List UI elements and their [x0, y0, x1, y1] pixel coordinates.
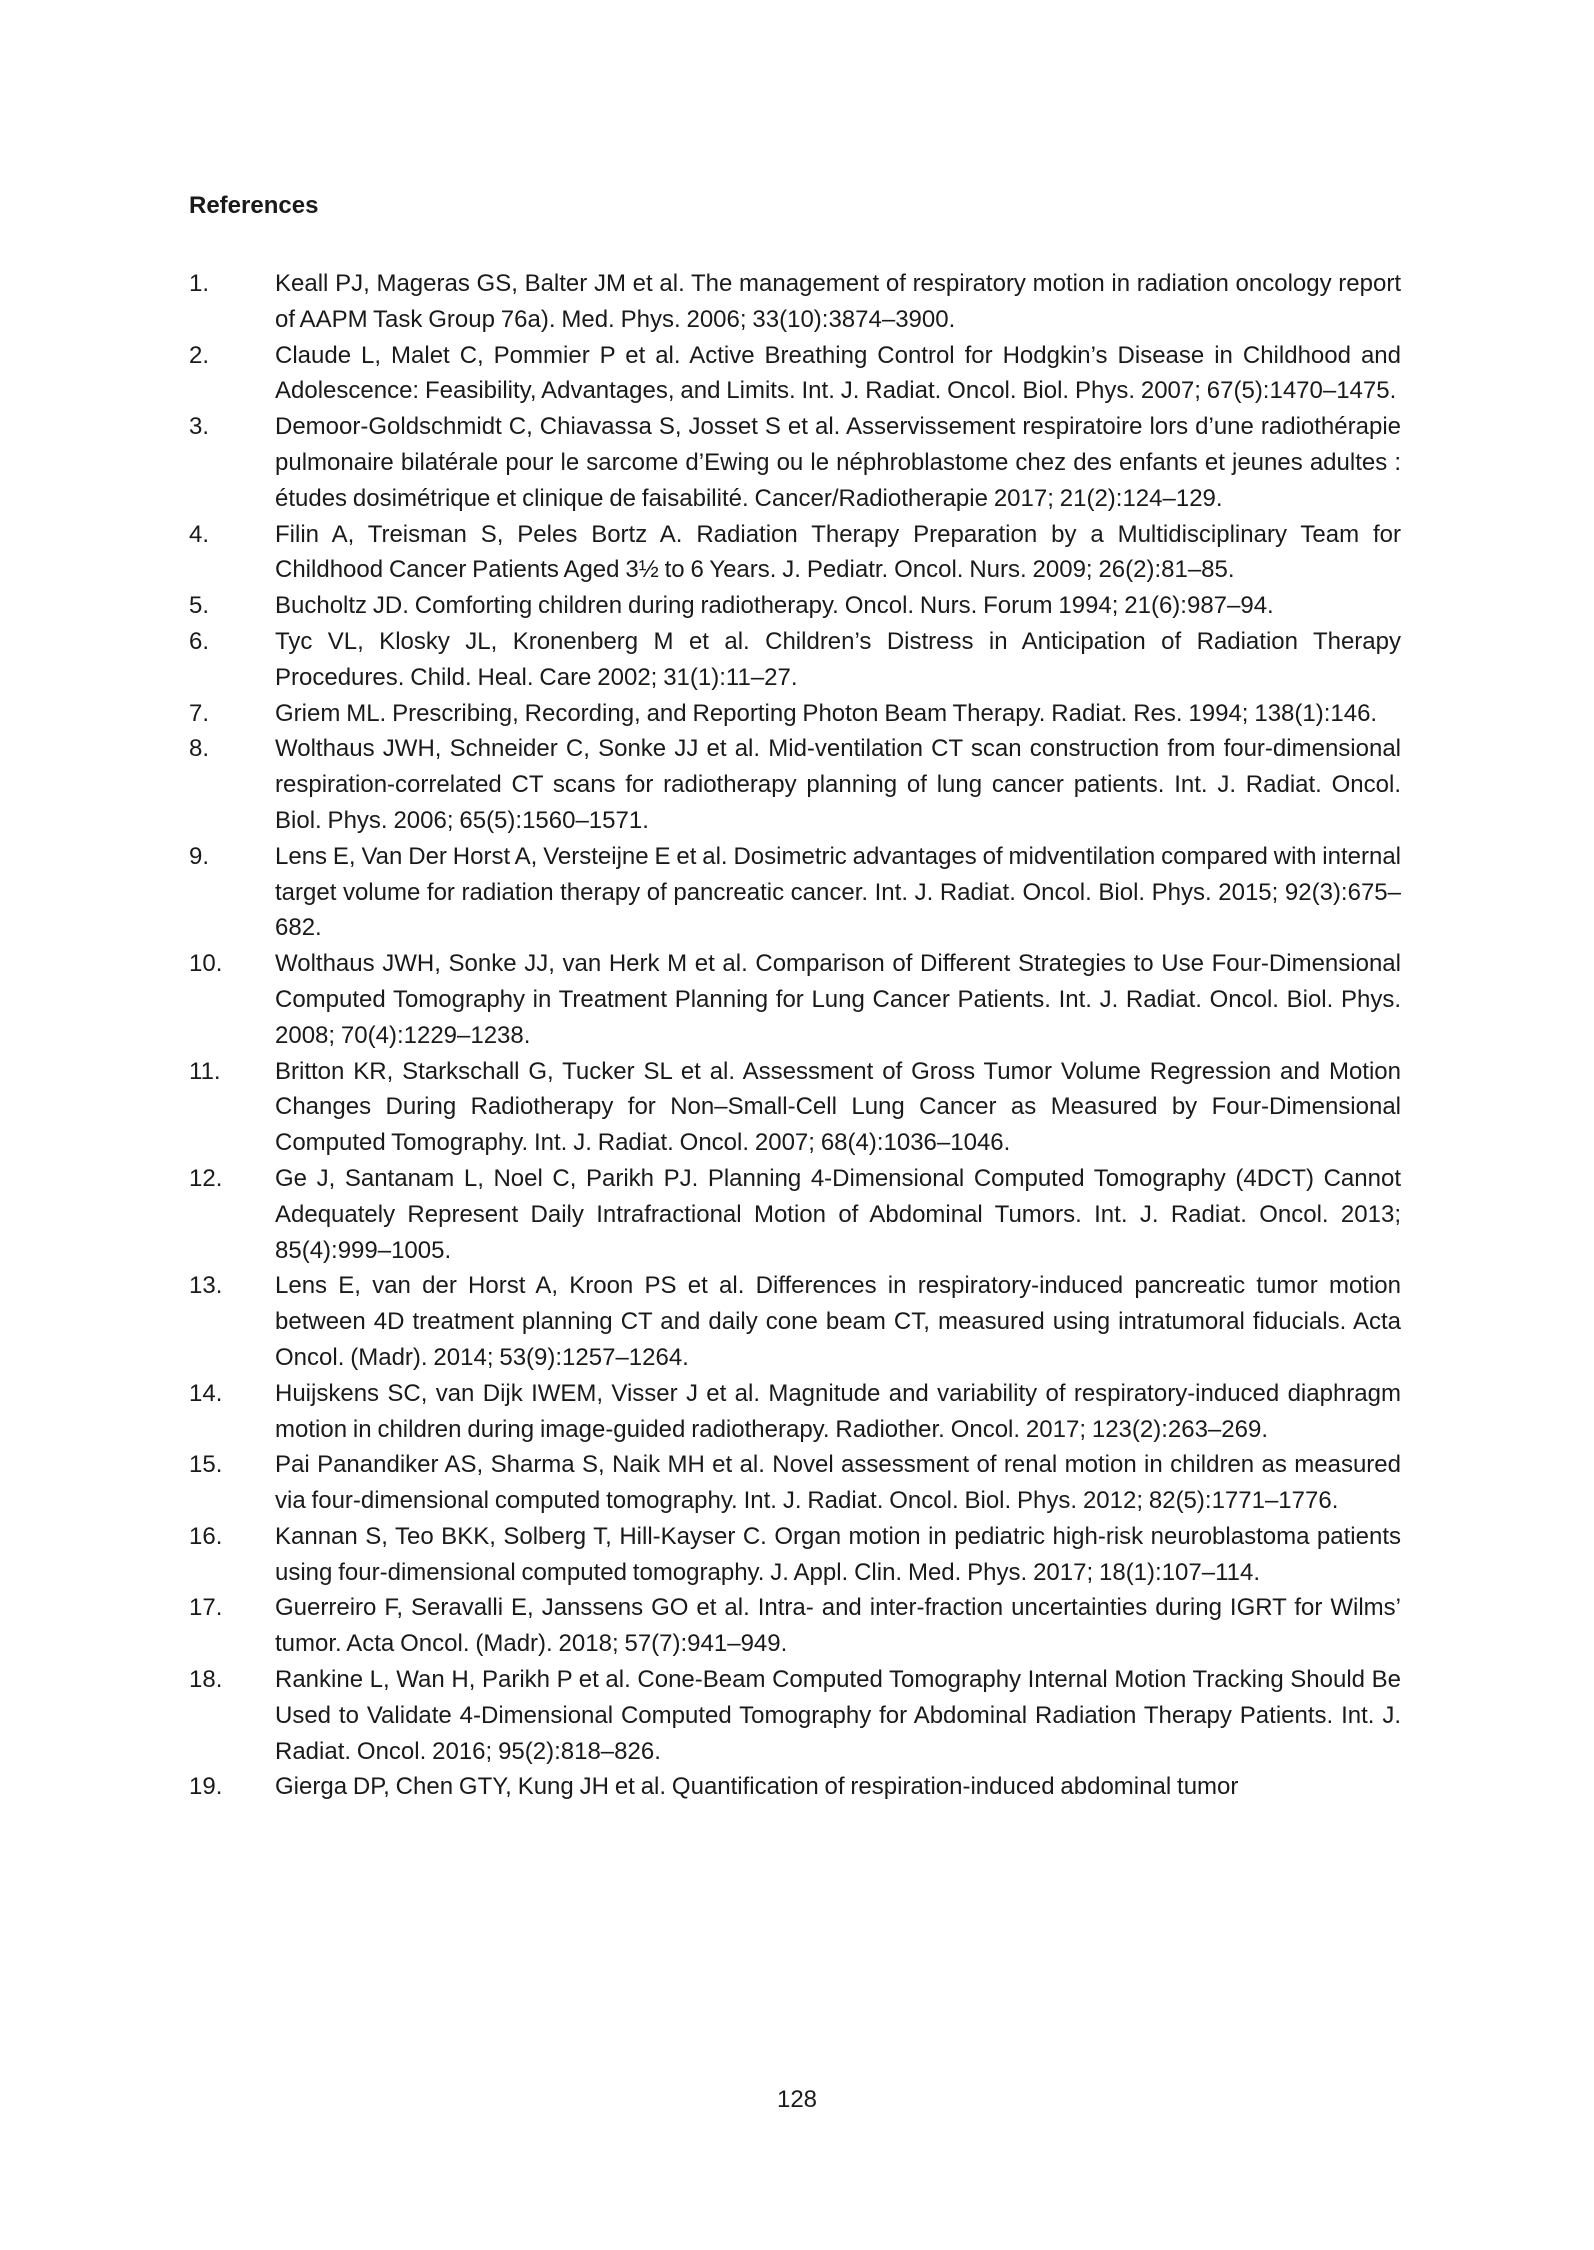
reference-text: Bucholtz JD. Comforting children during radiotherapy. Oncol. Nurs. Forum 1994; 21(6):987–94. — [275, 592, 1274, 620]
reference-number: 7. — [189, 699, 210, 727]
reference-item — [189, 588, 1401, 624]
reference-number: 16. — [189, 1522, 223, 1550]
reference-text: Demoor-Goldschmidt C, Chiavassa S, Josset S et al. Asservissement respiratoire lors d’une radiothérapie pulmonaire bilatérale pour le sarcome d’Ewing ou le néphroblastome chez des enfants et jeunes adultes : études dosimétrique et clinique de faisabilité. Cancer/Radiotherapie 2017; 21(2):124–129. — [275, 413, 1401, 512]
reference-number: 6. — [189, 627, 210, 655]
reference-item — [189, 946, 1401, 1053]
reference-text: Rankine L, Wan H, Parikh P et al. Cone-Beam Computed Tomography Internal Motion Tracking Should Be Used to Validate 4-Dimensional Computed Tomography for Abdominal Radiation Therapy Patients. Int. J. Radiat. Oncol. 2016; 95(2):818–826. — [275, 1666, 1401, 1765]
reference-item — [189, 338, 1401, 410]
reference-text: Filin A, Treisman S, Peles Bortz A. Radiation Therapy Preparation by a Multidisciplinary Team for Childhood Cancer Patients Aged 3½ to 6 Years. J. Pediatr. Oncol. Nurs. 2009; 26(2):81–85. — [275, 520, 1401, 584]
reference-text: Huijskens SC, van Dijk IWEM, Visser J et al. Magnitude and variability of respiratory-induced diaphragm motion in children during image-guided radiotherapy. Radiother. Oncol. 2017; 123(2):263–269. — [275, 1379, 1401, 1443]
reference-text: Britton KR, Starkschall G, Tucker SL et al. Assessment of Gross Tumor Volume Regression and Motion Changes During Radiotherapy for Non–Small-Cell Lung Cancer as Measured by Four-Dimensional Computed Tomography. Int. J. Radiat. Oncol. 2007; 68(4):1036–1046. — [275, 1057, 1401, 1157]
reference-text: Wolthaus JWH, Schneider C, Sonke JJ et al. Mid-ventilation CT scan construction from four-dimensional respiration-correlated CT scans for radiotherapy planning of lung cancer patients. Int. J. Radiat. Oncol. Biol. Phys. 2006; 65(5):1560–1571. — [275, 735, 1401, 834]
reference-number: 18. — [189, 1666, 223, 1694]
reference-number: 5. — [189, 592, 210, 620]
reference-text: Pai Panandiker AS, Sharma S, Naik MH et al. Novel assessment of renal motion in children as measured via four-dimensional computed tomography. Int. J. Radiat. Oncol. Biol. Phys. 2012; 82(5):1771–1776. — [275, 1451, 1401, 1515]
reference-item — [189, 1519, 1401, 1591]
reference-number: 12. — [189, 1164, 223, 1192]
reference-item — [189, 1268, 1401, 1375]
reference-item — [189, 1769, 1401, 1805]
reference-number: 1. — [189, 270, 210, 297]
reference-item — [189, 1447, 1401, 1519]
reference-item — [189, 517, 1401, 589]
reference-number: 11. — [189, 1057, 221, 1085]
reference-item — [189, 266, 1401, 338]
reference-item — [189, 731, 1401, 838]
reference-text: Tyc VL, Klosky JL, Kronenberg M et al. Children’s Distress in Anticipation of Radiation Therapy Procedures. Child. Heal. Care 2002; 31(1):11–27. — [275, 627, 1401, 691]
reference-text: Wolthaus JWH, Sonke JJ, van Herk M et al. Comparison of Different Strategies to Use Four-Dimensional Computed Tomography in Treatment Planning for Lung Cancer Patients. Int. J. Radiat. Oncol. Biol. Phys. 2008; 70(4):1229–1238. — [275, 950, 1401, 1049]
reference-item — [189, 409, 1401, 516]
reference-text: Ge J, Santanam L, Noel C, Parikh PJ. Planning 4-Dimensional Computed Tomography (4DCT) Cannot Adequately Represent Daily Intrafractional Motion of Abdominal Tumors. Int. J. Radiat. Oncol. 2013; 85(4):999–1005. — [275, 1164, 1401, 1264]
reference-text: Claude L, Malet C, Pommier P et al. Active Breathing Control for Hodgkin’s Disease in Childhood and Adolescence: Feasibility, Advantages, and Limits. Int. J. Radiat. Oncol. Biol. Phys. 2007; 67(5):1470–1475. — [275, 341, 1401, 405]
reference-item — [189, 1161, 1401, 1268]
reference-item — [189, 1662, 1401, 1769]
reference-item — [189, 1376, 1401, 1448]
reference-number: 13. — [189, 1272, 223, 1300]
reference-item — [189, 1054, 1401, 1161]
reference-number: 14. — [189, 1379, 223, 1407]
reference-number: 9. — [189, 842, 210, 870]
reference-text: Keall PJ, Mageras GS, Balter JM et al. The management of respiratory motion in radiation oncology report of AAPM Task Group 76a). Med. Phys. 2006; 33(10):3874–3900. — [275, 270, 1401, 333]
reference-item — [189, 624, 1401, 696]
reference-number: 3. — [189, 413, 210, 441]
reference-list — [189, 266, 1401, 1805]
reference-number: 15. — [189, 1451, 223, 1479]
reference-text: Lens E, van der Horst A, Kroon PS et al. Differences in respiratory-induced pancreatic tumor motion between 4D treatment planning CT and daily cone beam CT, measured using intratumoral fiducials. Acta Oncol. (Madr). 2014; 53(9):1257–1264. — [275, 1272, 1401, 1371]
reference-item — [189, 839, 1401, 946]
reference-text: Lens E, Van Der Horst A, Versteijne E et al. Dosimetric advantages of midventilation compared with internal target volume for radiation therapy of pancreatic cancer. Int. J. Radiat. Oncol. Biol. Phys. 2015; 92(3):675–682. — [275, 842, 1401, 942]
reference-text: Guerreiro F, Seravalli E, Janssens GO et al. Intra- and inter-fraction uncertainties during IGRT for Wilms’ tumor. Acta Oncol. (Madr). 2018; 57(7):941–949. — [275, 1594, 1401, 1658]
page-number: 128 — [776, 2086, 818, 2113]
reference-number: 2. — [189, 341, 210, 369]
reference-item — [189, 696, 1401, 732]
reference-number: 10. — [189, 950, 223, 978]
reference-text: Kannan S, Teo BKK, Solberg T, Hill-Kayser C. Organ motion in pediatric high-risk neuroblastoma patients using four-dimensional computed tomography. J. Appl. Clin. Med. Phys. 2017; 18(1):107–114. — [275, 1522, 1401, 1586]
reference-number: 4. — [189, 520, 210, 548]
reference-number: 19. — [189, 1773, 223, 1801]
page-title: References — [189, 192, 319, 219]
reference-item — [189, 1590, 1401, 1662]
reference-number: 8. — [189, 735, 210, 763]
reference-text: Griem ML. Prescribing, Recording, and Reporting Photon Beam Therapy. Radiat. Res. 1994; 138(1):146. — [275, 699, 1378, 727]
reference-number: 17. — [189, 1594, 223, 1622]
reference-text: Gierga DP, Chen GTY, Kung JH et al. Quantification of respiration-induced abdominal tumor — [275, 1773, 1239, 1801]
